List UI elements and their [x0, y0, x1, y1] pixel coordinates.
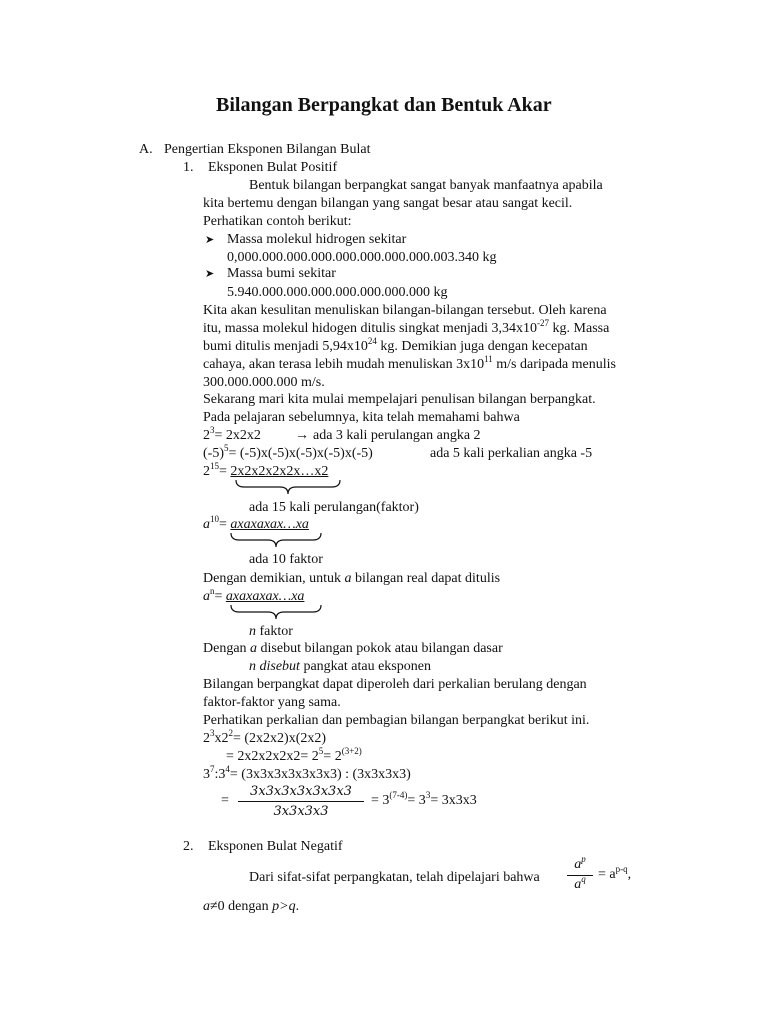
rule-denominator: $a^q$: [574, 874, 586, 892]
calc-line4-equals: =: [221, 793, 229, 808]
para3-line6: Bilangan berpangkat dapat diperoleh dari perkalian berulang dengan: [203, 677, 587, 692]
example-2: $(-5)^5= (-5)x(-5)x(-5)x(-5)x(-5)$: [203, 443, 373, 461]
fraction-denominator: 3x3x3x3: [273, 804, 329, 819]
rule-numerator: $a^p$: [574, 854, 586, 872]
para2-line5: 300.000.000.000 m/s.: [203, 375, 325, 390]
general-form: $a^n=$ axaxaxax…xa: [203, 586, 305, 604]
para3-line8: Perhatikan perkalian dan pembagian bilangan berpangkat berikut ini.: [203, 713, 590, 728]
example-3: $2^{15}=$ 2x2x2x2x2x…x2: [203, 461, 329, 479]
sub2-heading: Eksponen Bulat Negatif: [208, 839, 343, 854]
page-title: Bilangan Berpangkat dan Bentuk Akar: [216, 94, 552, 116]
arrow-bullet-icon: ➤: [205, 267, 215, 280]
rule-fraction-bar: [567, 875, 593, 876]
fraction-bar: [238, 801, 364, 802]
calc-line3: $3^7:3^4= (3x3x3x3x3x3x3)$ : (3x3x3x3): [203, 764, 411, 782]
rule-rhs: = $a^{p-q}$,: [598, 864, 632, 882]
example-1-note: ada 3 kali perulangan angka 2: [313, 428, 481, 443]
example-3-product: 2x2x2x2x2x…x2: [230, 464, 329, 479]
general-product: axaxaxax…xa: [225, 589, 305, 604]
example-3-note: ada 15 kali perulangan(faktor): [249, 500, 419, 515]
calc-line4-result: = $3^{(7-4)}= 3^3= 3x3x3$: [371, 790, 477, 808]
para3-line7: faktor-faktor yang sama.: [203, 695, 341, 710]
bullet-2-value: 5.940.000.000.000.000.000.000.000 kg: [227, 285, 448, 300]
para3-line5: n disebut pangkat atau eksponen: [249, 659, 431, 674]
para2-line1: Kita akan kesulitan menuliskan bilangan-bilangan tersebut. Oleh karena: [203, 303, 607, 318]
underbrace-icon: [229, 603, 323, 621]
para3-line1: Dengan demikian, untuk a bilangan real dapat ditulis: [203, 571, 501, 586]
para2-line6: Sekarang mari kita mulai mempelajari penulisan bilangan berpangkat.: [203, 392, 596, 407]
underbrace-icon: [229, 531, 323, 549]
sub1-heading: Eksponen Bulat Positif: [208, 160, 338, 175]
bullet-1-value: 0,000.000.000.000.000.000.000.000.003.340 kg: [227, 250, 497, 265]
underbrace-icon: [234, 478, 342, 496]
para2-line2: itu, massa molekul hidogen ditulis singkat menjadi $3,34x10^{-27}$ kg. Massa: [203, 318, 610, 336]
para2-line3: bumi ditulis menjadi $5,94x10^{24}$ kg. Demikian juga dengan kecepatan: [203, 336, 588, 354]
section-a-heading: Pengertian Eksponen Bilangan Bulat: [164, 142, 371, 157]
example-1: $2^3= 2x2x2$: [203, 425, 261, 443]
section-a-marker: A.: [139, 142, 153, 157]
bullet-1-label: Massa molekul hidrogen sekitar: [227, 232, 407, 247]
example-4: $a^{10}=$ axaxaxax…xa: [203, 514, 309, 532]
para1-line2: kita bertemu dengan bilangan yang sangat besar atau sangat kecil.: [203, 196, 573, 211]
para4-line1: Dari sifat-sifat perpangkatan, telah dipelajari bahwa: [249, 870, 540, 885]
example-4-note: ada 10 faktor: [249, 552, 323, 567]
para1-line1: Bentuk bilangan berpangkat sangat banyak manfaatnya apabila: [249, 178, 603, 193]
bullet-2-label: Massa bumi sekitar: [227, 266, 336, 281]
para2-line4: cahaya, akan terasa lebih mudah menuliskan $3x10^{11}$ m/s daripada menulis: [203, 354, 617, 372]
right-arrow-icon: →: [295, 428, 309, 443]
para3-line4: Dengan a disebut bilangan pokok atau bilangan dasar: [203, 641, 503, 656]
para2-line7: Pada pelajaran sebelumnya, kita telah memahami bahwa: [203, 410, 520, 425]
para1-line3: Perhatikan contoh berikut:: [203, 214, 352, 229]
example-2-note: ada 5 kali perkalian angka -5: [430, 446, 593, 461]
calc-line2: = $2x2x2x2x2= 2^5= 2^{(3+2)}$: [226, 746, 362, 764]
example-4-product: axaxaxax…xa: [230, 517, 309, 532]
arrow-bullet-icon: ➤: [205, 233, 215, 246]
sub1-marker: 1.: [183, 160, 194, 175]
sub2-marker: 2.: [183, 839, 194, 854]
general-note: n faktor: [249, 624, 293, 639]
fraction-numerator: 3x3x3x3x3x3x3: [250, 784, 352, 799]
calc-line1: $2^3x2^2= (2x2x2)x(2x2)$: [203, 728, 327, 746]
para4-line2: a≠0 dengan p>q.: [203, 899, 300, 914]
